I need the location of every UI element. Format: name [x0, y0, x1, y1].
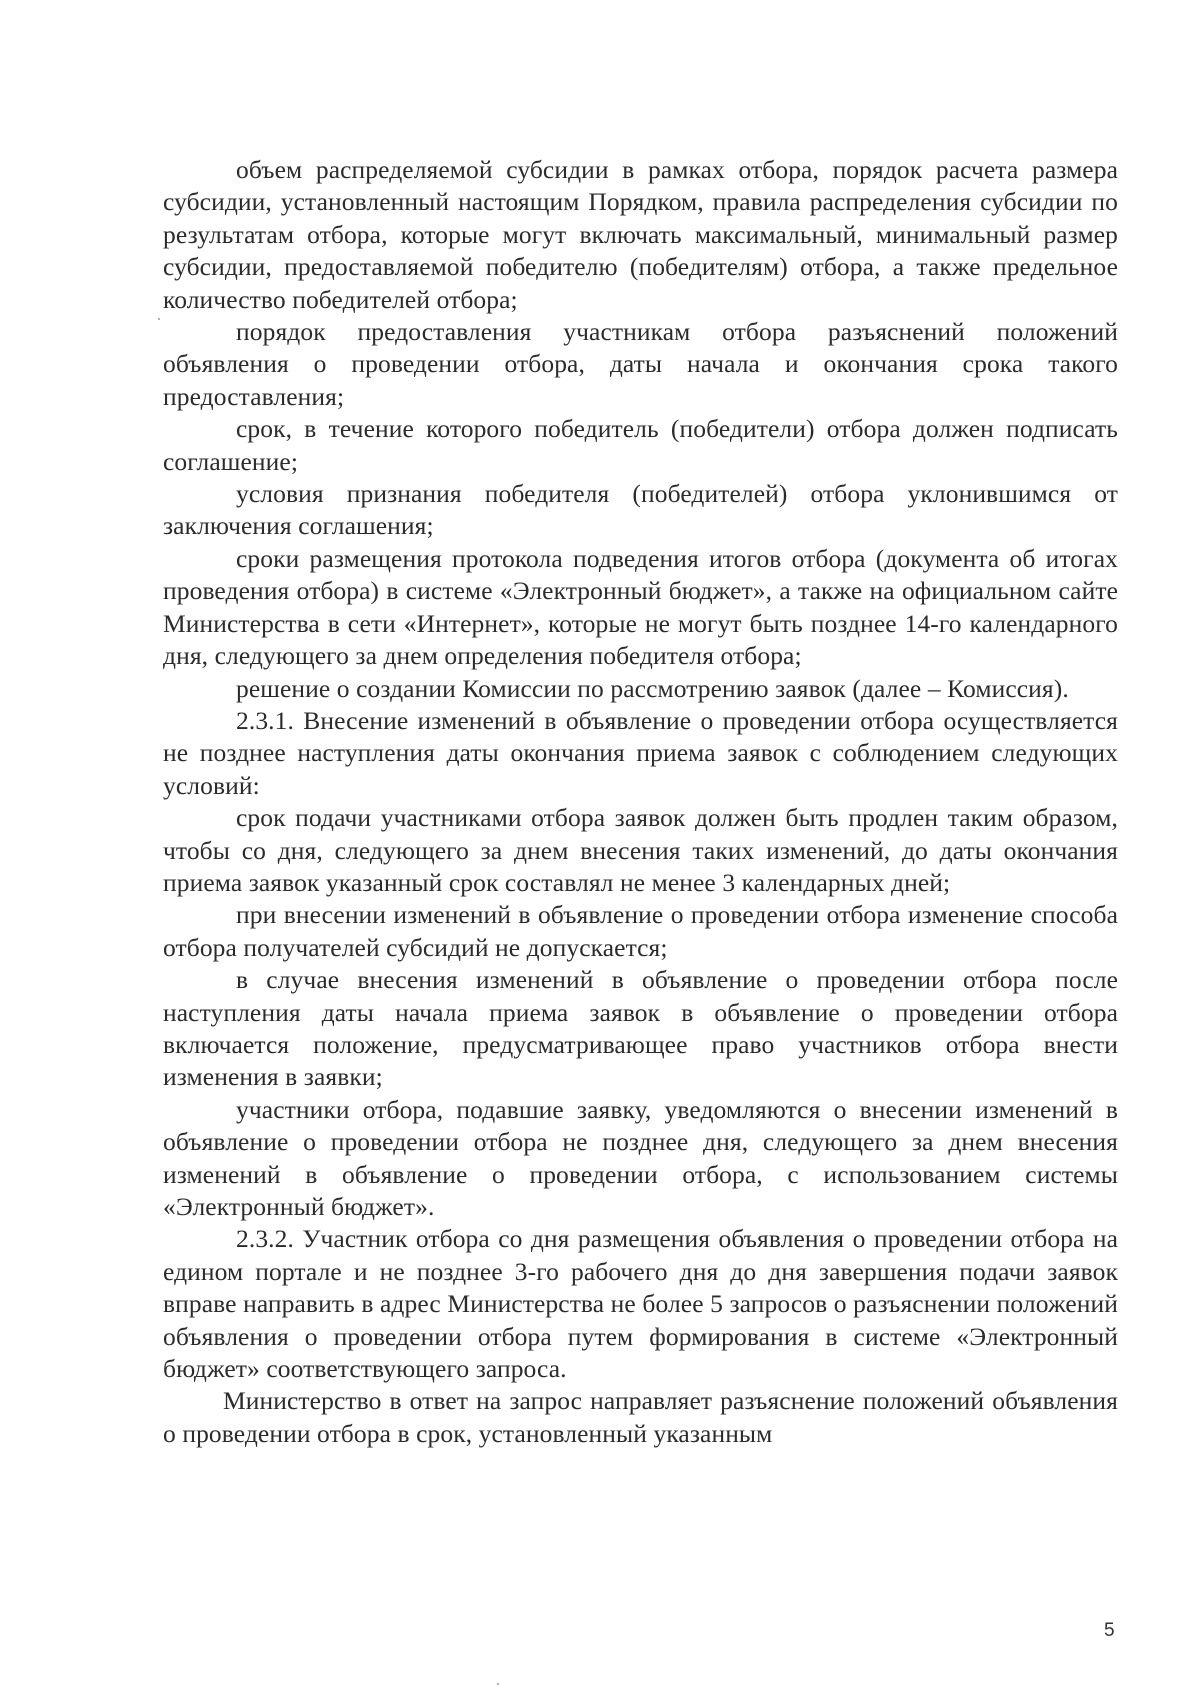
- paragraph-deadline-extension: срок подачи участниками отбора заявок должен быть продлен таким образом, чтобы со дня, следующего за днем внесения таких изменений, до даты окончания приема заявок указанный срок составлял не менее 3 календарных дней;: [163, 803, 1118, 897]
- paragraph-method-unchanged: при внесении изменений в объявление о проведении отбора изменение способа отбора получателей субсидий не допускается;: [163, 900, 1118, 962]
- paragraph-2-3-1: 2.3.1. Внесение изменений в объявление о проведении отбора осуществляется не позднее наступления даты окончания приема заявок с соблюдением следующих условий:: [163, 705, 1118, 800]
- scan-speck: [158, 318, 160, 320]
- paragraph-clarification-procedure: порядок предоставления участникам отбора разъяснений положений объявления о проведении отбора, даты начала и окончания срока такого предоставления;: [163, 317, 1118, 411]
- paragraph-subsidy-volume: объем распределяемой субсидии в рамках отбора, порядок расчета размера субсидии, установленный настоящим Порядком, правила распределения субсидии по результатам отбора, которые могут включать максимальный, минимальный размер субсидии, предоставляемой победителю (победителям) отбора, а также предельное количество победителей отбора;: [163, 155, 1118, 314]
- paragraph-right-to-amend: в случае внесения изменений в объявление о проведении отбора после наступления даты начала приема заявок в объявление о проведении отбора включается положение, предусматривающее право участников отбора внести изменения в заявки;: [163, 965, 1118, 1092]
- paragraph-agreement-deadline: срок, в течение которого победитель (победители) отбора должен подписать соглашение;: [163, 414, 1118, 476]
- paragraph-participant-notification: участники отбора, подавшие заявку, уведомляются о внесении изменений в объявление о проведении отбора не позднее дня, следующего за днем внесения изменений в объявление о проведении отбора, с использованием системы «Электронный бюджет».: [163, 1094, 1118, 1221]
- paragraph-commission-decision: решение о создании Комиссии по рассмотрению заявок (далее – Комиссия).: [236, 673, 1069, 703]
- paragraph-2-3-2: 2.3.2. Участник отбора со дня размещения объявления о проведении отбора на едином портале и не позднее 3-го рабочего дня до дня завершения подачи заявок вправе направить в адрес Министерства не более 5 запросов о разъяснении положений объявления о проведении отбора путем формирования в системе «Электронный бюджет» соответствующего запроса.: [163, 1224, 1118, 1384]
- scan-speck: [497, 1683, 499, 1685]
- paragraph-ministry-response: Министерство в ответ на запрос направляет разъяснение положений объявления о проведении отбора в срок, установленный указанным: [163, 1386, 1118, 1448]
- page-number: 5: [1104, 1620, 1115, 1641]
- document-body: [163, 154, 1118, 1450]
- paragraph-protocol-placement: сроки размещения протокола подведения итогов отбора (документа об итогах проведения отбора) в системе «Электронный бюджет», а также на официальном сайте Министерства в сети «Интернет», которые не могут быть позднее 14-го календарного дня, следующего за днем определения победителя отбора;: [163, 543, 1118, 671]
- paragraph-evasion-conditions: условия признания победителя (победителей) отбора уклонившимся от заключения соглашения;: [163, 479, 1118, 541]
